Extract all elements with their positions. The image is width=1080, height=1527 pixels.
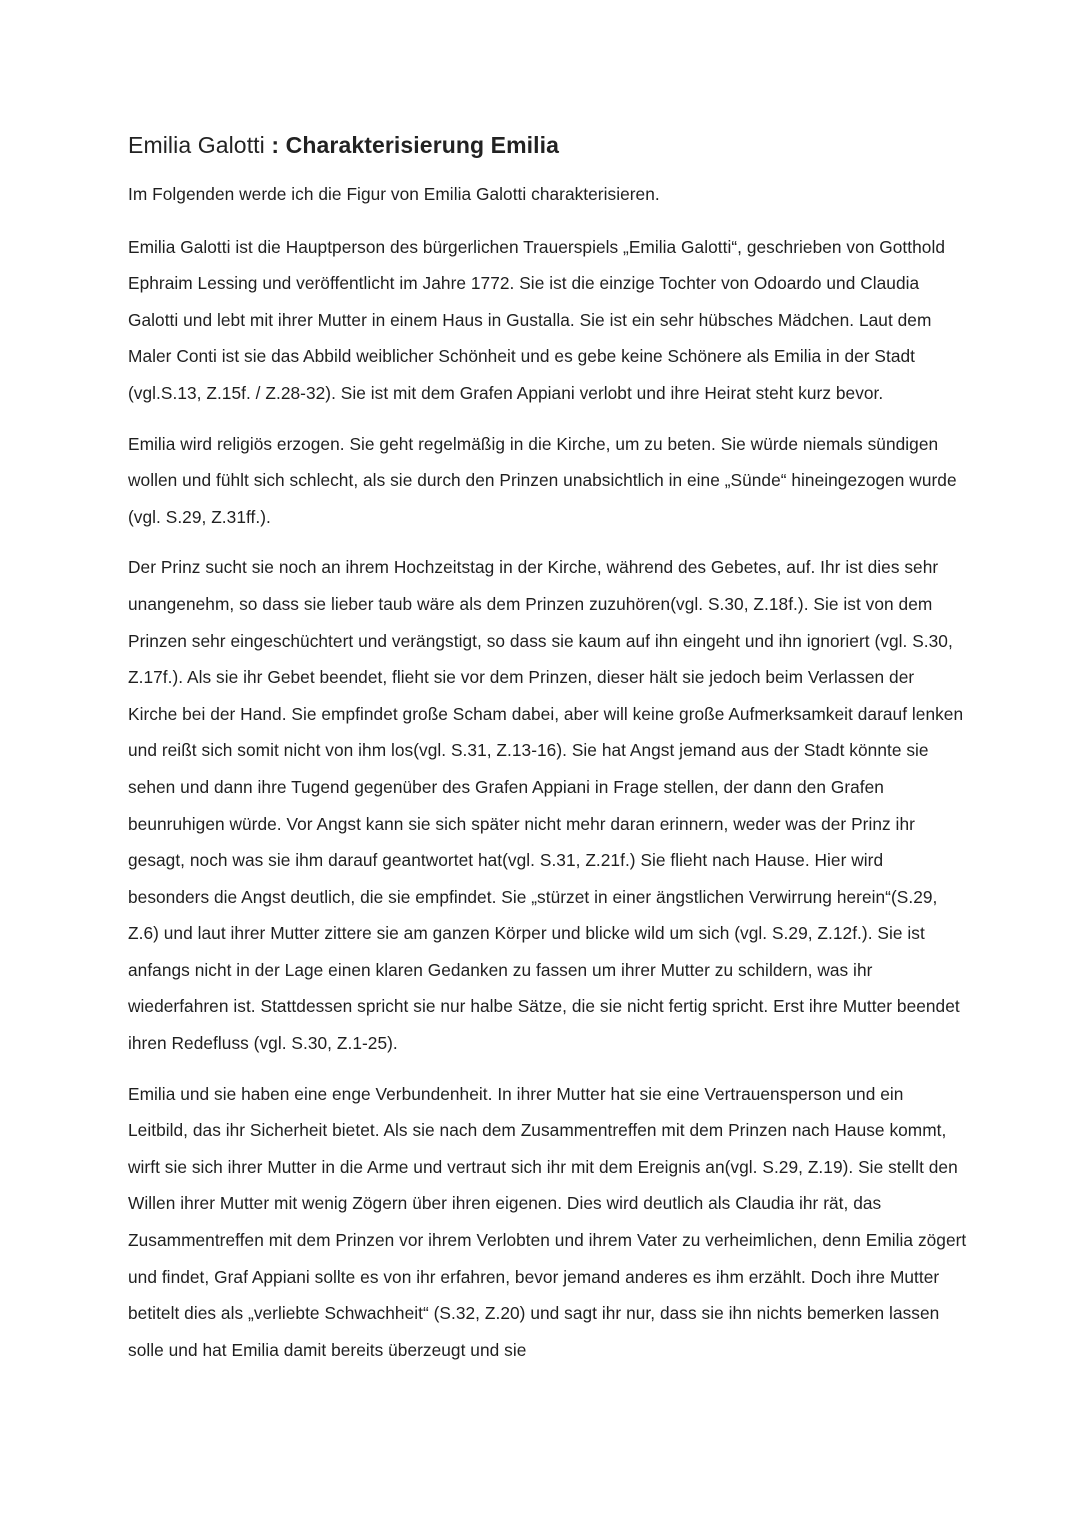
paragraph-intro: Im Folgenden werde ich die Figur von Emilia Galotti charakterisieren. [128,184,660,204]
paragraph-religion: Emilia wird religiös erzogen. Sie geht regelmäßig in die Kirche, um zu beten. Sie würde niemals sündigen wollen und fühlt sich schlecht, als sie durch den Prinzen unabsichtlich in eine „Sünde“ hineingezogen wurde (vgl. S.29, Z.31ff.). [128,433,957,527]
page-title [128,126,968,164]
paragraph-mother-relationship: Emilia und sie haben eine enge Verbundenheit. In ihrer Mutter hat sie eine Vertrauensperson und ein Leitbild, das ihr Sicherheit bietet. Als sie nach dem Zusammentreffen mit dem Prinzen nach Hause kommt, wirft sie sich ihrer Mutter in die Arme und vertraut sich ihr mit dem Ereignis an(vgl. S.29, Z.19). Sie stellt den Willen ihrer Mutter mit wenig Zögern über ihren eigenen. Dies wird deutlich als Claudia ihr rät, das Zusammentreffen mit dem Prinzen vor ihrem Verlobten und ihrem Vater zu verheimlichen, denn Emilia zögert und findet, Graf Appiani sollte es von ihr erfahren, bevor jemand anderes es ihm erzählt. Doch ihre Mutter betitelt dies als „verliebte Schwachheit“ (S.32, Z.20) und sagt ihr nur, dass sie ihn nichts bemerken lassen solle und hat Emilia damit bereits überzeugt und sie [128,1083,967,1360]
title-separator: : [264,132,286,158]
paragraph-introduction: Emilia Galotti ist die Hauptperson des bürgerlichen Trauerspiels „Emilia Galotti“, geschrieben von Gotthold Ephraim Lessing und veröffentlicht im Jahre 1772. Sie ist die einzige Tochter von Odoardo und Claudia Galotti und lebt mit ihrer Mutter in einem Haus in Gustalla. Sie ist ein sehr hübsches Mädchen. Laut dem Maler Conti ist sie das Abbild weiblicher Schönheit und es gebe keine Schönere als Emilia in der Stadt (vgl.S.13, Z.15f. / Z.28-32). Sie ist mit dem Grafen Appiani verlobt und ihre Heirat steht kurz bevor. [128,236,946,403]
paragraph-prince-encounter: Der Prinz sucht sie noch an ihrem Hochzeitstag in der Kirche, während des Gebetes, auf. Ihr ist dies sehr unangenehm, so dass sie lieber taub wäre als dem Prinzen zuzuhören(vgl. S.30, Z.18f.). Sie ist von dem Prinzen sehr eingeschüchtert und verängstigt, so dass sie kaum auf ihn eingeht und ihn ignoriert (vgl. S.30, Z.17f.). Als sie ihr Gebet beendet, flieht sie vor dem Prinzen, dieser hält sie jedoch beim Verlassen der Kirche bei der Hand. Sie empfindet große Scham dabei, aber will keine große Aufmerksamkeit darauf lenken und reißt sich somit nicht von ihm los(vgl. S.31, Z.13-16). Sie hat Angst jemand aus der Stadt könnte sie sehen und dann ihre Tugend gegenüber des Grafen Appiani in Frage stellen, der dann den Grafen beunruhigen würde. Vor Angst kann sie sich später nicht mehr daran erinnern, weder was der Prinz ihr gesagt, noch was sie ihm darauf geantwortet hat(vgl. S.31, Z.21f.) Sie flieht nach Hause. Hier wird besonders die Angst deutlich, die sie empfindet. Sie „stürzet in einer ängstlichen Verwirrung herein“(S.29, Z.6) und laut ihrer Mutter zittere sie am ganzen Körper und blicke wild um sich (vgl. S.29, Z.12f.). Sie ist anfangs nicht in der Lage einen klaren Gedanken zu fassen um ihrer Mutter zu schildern, was ihr wiederfahren ist. Stattdessen spricht sie nur halbe Sätze, die sie nicht fertig spricht. Erst ihre Mutter beendet ihren Redefluss (vgl. S.30, Z.1-25). [128,557,964,1054]
title-prefix: Emilia Galotti [128,132,265,158]
document-page [128,126,968,1382]
title-bold: Charakterisierung Emilia [285,132,560,158]
